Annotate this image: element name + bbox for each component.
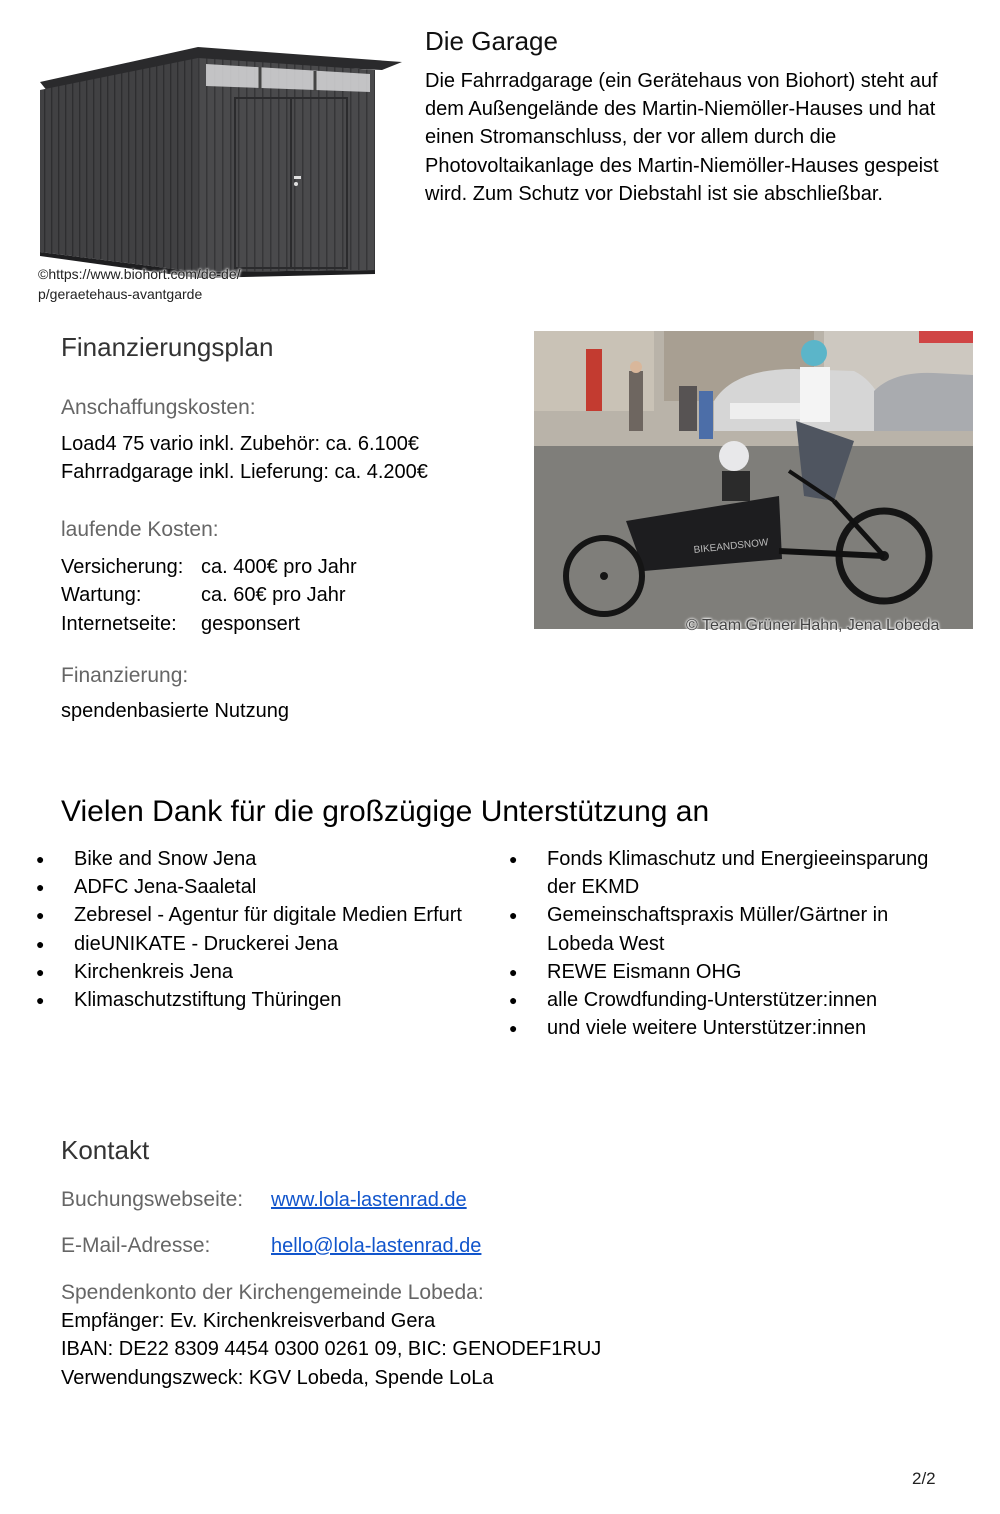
acquisition-line-garage: Fahrradgarage inkl. Lieferung: ca. 4.200€	[61, 461, 428, 483]
sponsor-list-right	[511, 845, 941, 1042]
donation-heading: Spendenkonto der Kirchengemeinde Lobeda:	[61, 1281, 484, 1304]
bike-box-brand: BIKEANDSNOW	[693, 537, 769, 556]
email-label: E-Mail-Adresse:	[61, 1234, 211, 1257]
bullet-icon: ●	[509, 963, 518, 980]
financing-title: Finanzierungsplan	[61, 332, 274, 362]
thanks-title: Vielen Dank für die großzügige Unterstützung an	[61, 795, 710, 828]
bullet-icon: ●	[36, 935, 45, 952]
cost-label-website: Internetseite:	[61, 612, 177, 635]
list-item: ● Fonds Klimaschutz und Energieeinsparung der EKMD	[511, 845, 941, 901]
bullet-icon: ●	[509, 992, 518, 1009]
cost-value-maintenance: ca. 60€ pro Jahr	[201, 584, 346, 607]
bank-recipient: Empfänger: Ev. Kirchenkreisverband Gera	[61, 1310, 436, 1332]
list-item: ● alle Crowdfunding-Unterstützer:innen	[511, 986, 941, 1014]
running-costs-table	[61, 553, 357, 638]
cost-label-insurance: Versicherung:	[61, 556, 184, 578]
list-item: ● dieUNIKATE - Druckerei Jena	[38, 930, 468, 958]
list-item: ● ADFC Jena-Saaletal	[38, 873, 468, 901]
list-item: ● Klimaschutzstiftung Thüringen	[38, 986, 468, 1014]
bullet-icon: ●	[36, 879, 45, 896]
list-item: ● Gemeinschaftspraxis Müller/Gärtner in Lobeda West	[511, 901, 941, 957]
booking-label: Buchungswebseite:	[61, 1188, 244, 1211]
list-item: ● Kirchenkreis Jena	[38, 958, 468, 986]
bullet-icon: ●	[509, 907, 518, 924]
cost-value-insurance: ca. 400€ pro Jahr	[201, 556, 357, 578]
cost-label-maintenance: Wartung:	[61, 584, 142, 607]
bullet-icon: ●	[36, 907, 45, 924]
list-item: ● Zebresel - Agentur für digitale Medien Erfurt	[38, 901, 468, 929]
garage-image	[30, 40, 402, 302]
list-item: ● und viele weitere Unterstützer:innen	[511, 1014, 941, 1042]
list-item: ● REWE Eismann OHG	[511, 958, 941, 986]
contact-title: Kontakt	[61, 1135, 150, 1165]
bullet-icon: ●	[36, 851, 45, 867]
bank-purpose: Verwendungszweck: KGV Lobeda, Spende LoLa	[61, 1366, 494, 1389]
bullet-icon: ●	[509, 851, 518, 867]
bullet-icon: ●	[36, 963, 45, 980]
running-costs-heading: laufende Kosten:	[61, 518, 219, 541]
garage-image-credit: ©https://www.biohort.com/de-de/ p/geraetehaus-avantgarde	[38, 266, 241, 302]
booking-link[interactable]: www.lola-lastenrad.de	[271, 1189, 467, 1211]
list-item: ● Bike and Snow Jena	[38, 845, 468, 873]
acquisition-heading: Anschaffungskosten:	[61, 396, 256, 419]
cost-value-website: gesponsert	[201, 612, 300, 635]
funding-text: spendenbasierte Nutzung	[61, 700, 289, 722]
acquisition-line-bike: Load4 75 vario inkl. Zubehör: ca. 6.100€	[61, 433, 420, 455]
bank-details	[61, 1307, 601, 1392]
funding-heading: Finanzierung:	[61, 664, 189, 687]
cargo-bike-photo	[534, 331, 973, 629]
page-number: 2/2	[912, 1469, 936, 1488]
bullet-icon: ●	[36, 992, 45, 1009]
sponsor-list-left	[38, 845, 468, 1014]
email-link[interactable]: hello@lola-lastenrad.de	[271, 1235, 482, 1257]
bank-iban: IBAN: DE22 8309 4454 0300 0261 09, BIC: GENODEF1RUJ	[61, 1338, 602, 1361]
garage-description: Die Fahrradgarage (ein Gerätehaus von Biohort) steht auf dem Außengelände des Martin-Niemöller-Hauses und hat einen Stromanschluss, der vor allem durch die Photovoltaikanlage des Martin-Niemöller-Hauses gespeist wird. Zum Schutz vor Diebstahl ist sie abschließbar.	[425, 70, 939, 205]
bullet-icon: ●	[509, 1020, 518, 1037]
garage-title: Die Garage	[425, 26, 558, 56]
bike-photo-credit: © Team Grüner Hahn, Jena Lobeda	[686, 617, 940, 634]
